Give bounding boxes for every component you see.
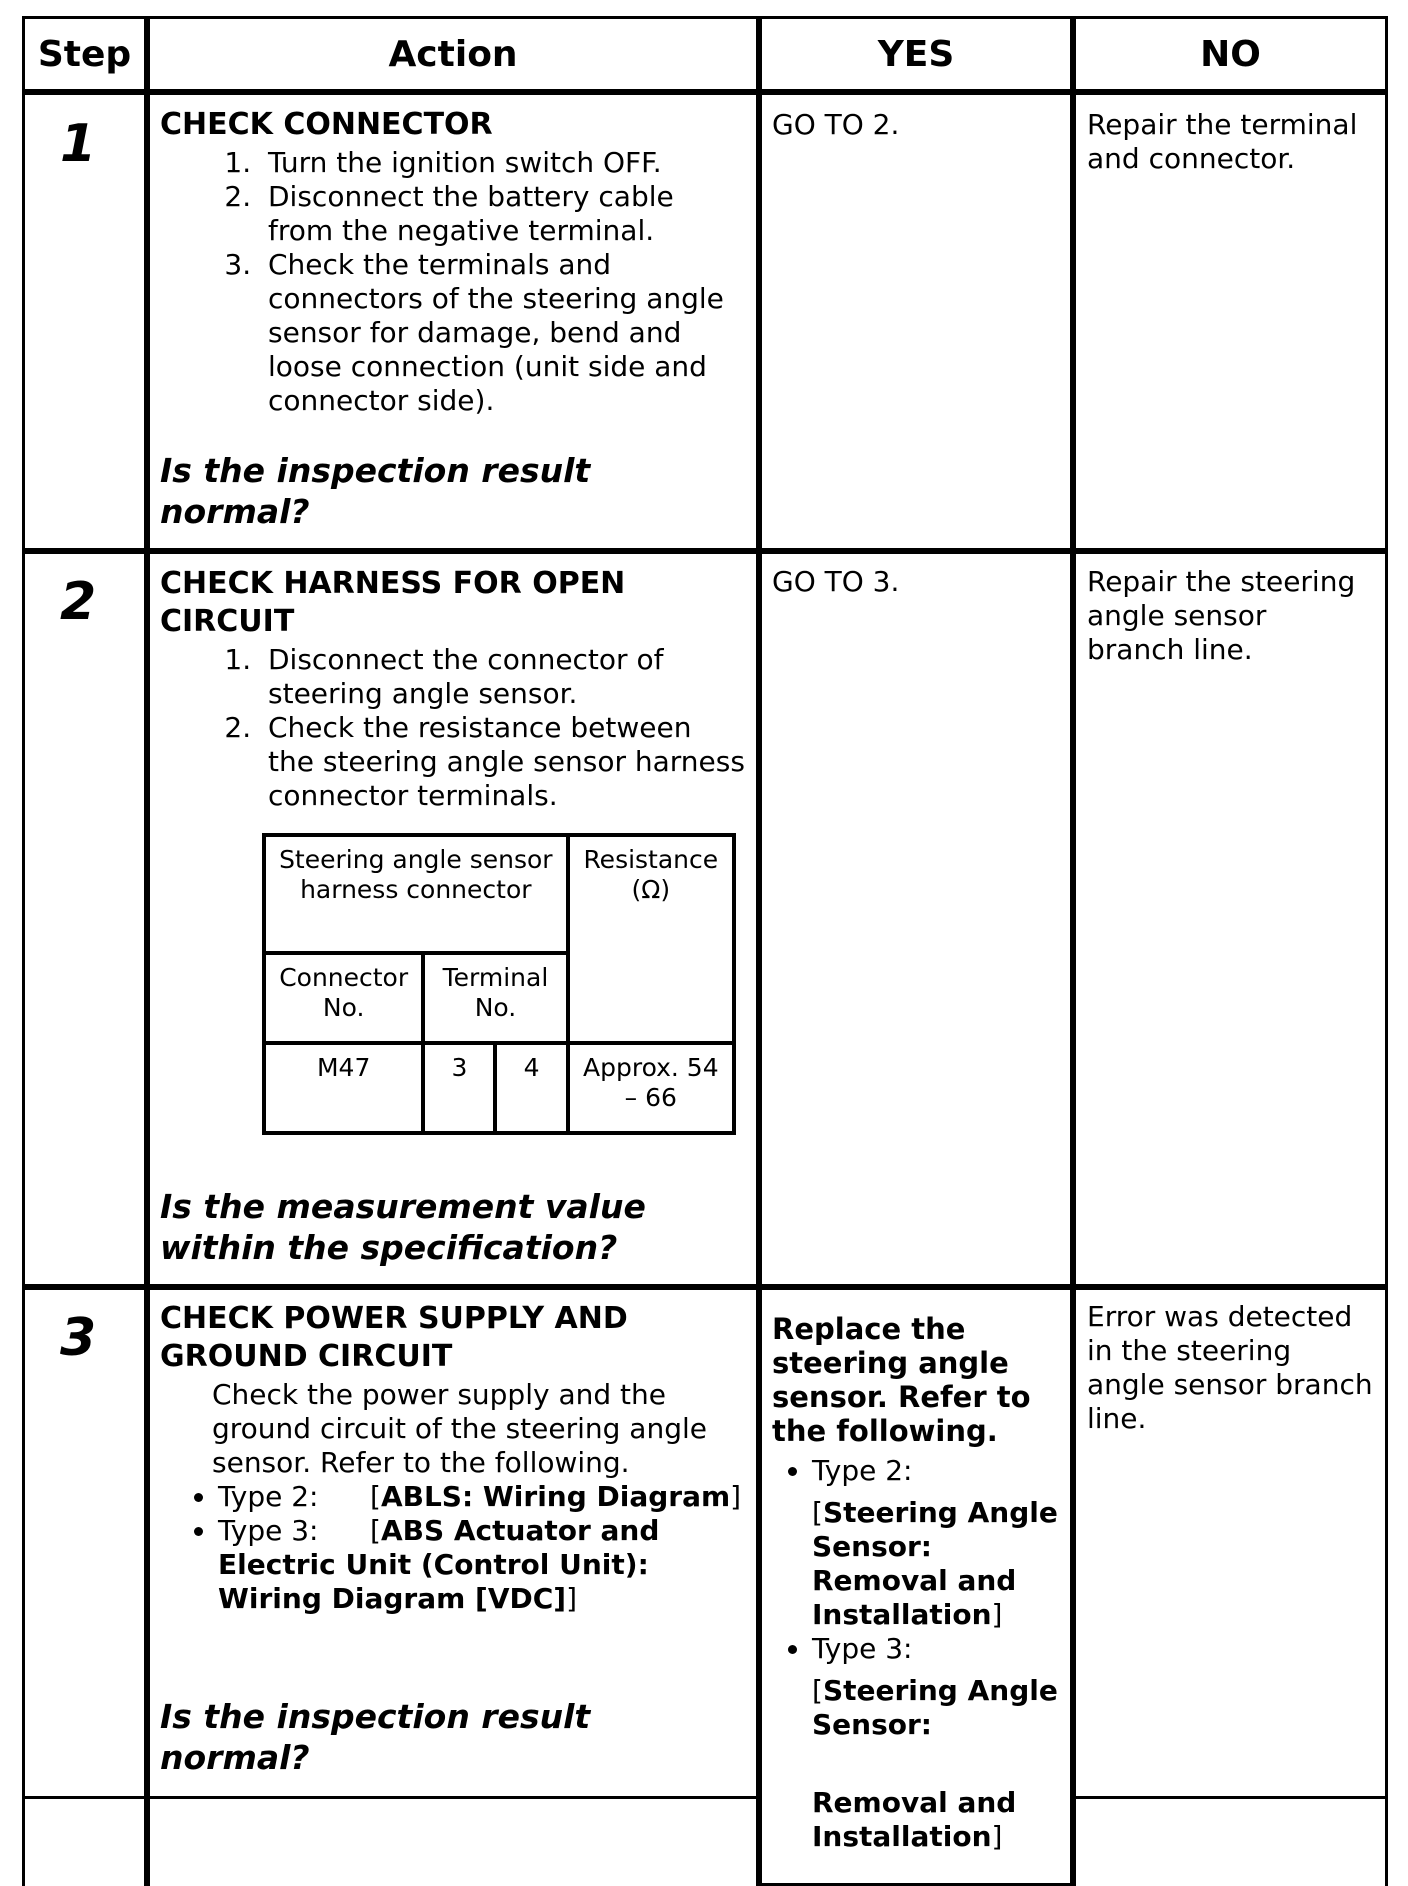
row3-title: CHECK POWER SUPPLY AND GROUND CIRCUIT	[160, 1301, 628, 1374]
header-step	[22, 16, 147, 92]
row2-title: CHECK HARNESS FOR OPEN CIRCUIT	[160, 566, 626, 639]
row3-yes-item	[812, 1632, 1062, 1854]
spec-terminal-b: 4	[495, 1043, 567, 1133]
row3-ref-type: Type 3:	[218, 1514, 319, 1547]
row3-yes-list	[772, 1454, 1062, 1854]
row3-ref-list	[160, 1480, 745, 1616]
row3-ref-item: • Type 3: [ABS Actuator and Electric Unit (Control Unit): Wiring Diagram [VDC]]	[218, 1514, 745, 1616]
row3-yes-link[interactable]: Removal and Installation	[812, 1786, 1017, 1853]
row3-ref-item: • Type 2: [ABLS: Wiring Diagram]	[218, 1480, 745, 1514]
spec-terminal-header: Terminal No.	[423, 953, 567, 1043]
row4-action-cell	[147, 1796, 759, 1886]
row3-question: Is the inspection result normal?	[160, 1697, 591, 1777]
row2-no: Repair the steering angle sensor branch line.	[1087, 565, 1356, 666]
row3-action	[160, 1300, 745, 1616]
row2-step-item: 1. Disconnect the connector of steering angle sensor.	[260, 643, 745, 711]
row1-action	[160, 106, 745, 418]
row4-no-cell	[1073, 1796, 1388, 1886]
row2-yes: GO TO 3.	[772, 565, 900, 598]
row2-step-number: 2	[60, 572, 97, 632]
header-yes	[759, 16, 1073, 92]
row2-yes-cell	[759, 551, 1073, 1287]
row3-yes	[772, 1312, 1062, 1854]
row3-yes-link[interactable]: Steering Angle Sensor:	[812, 1674, 1058, 1741]
row1-steps	[160, 146, 745, 418]
row3-yes-type: • Type 2:	[812, 1454, 913, 1487]
row3-yes-item	[812, 1454, 1062, 1632]
spec-connector-header: Connector No.	[264, 953, 423, 1043]
resistance-spec-table	[262, 833, 736, 1135]
row2-step-item: 2. Check the resistance between the steering angle sensor harness connector terminals.	[260, 711, 745, 813]
header-no-label: NO	[1200, 33, 1261, 75]
row4-step-cell	[22, 1796, 147, 1886]
spec-resistance-header: Resistance (Ω)	[568, 835, 734, 1043]
row3-yes-type: • Type 3:	[812, 1632, 913, 1665]
row1-no: Repair the terminal and connector.	[1087, 108, 1358, 175]
row3-ref-link[interactable]: ABS Actuator and Electric Unit (Control Unit): Wiring Diagram [VDC]	[218, 1514, 660, 1615]
row1-title: CHECK CONNECTOR	[160, 107, 493, 142]
header-action-label: Action	[388, 33, 518, 75]
row1-step-number: 1	[60, 114, 97, 174]
spec-resistance-value: Approx. 54 – 66	[568, 1043, 734, 1133]
header-no	[1073, 16, 1388, 92]
row2-action	[160, 565, 745, 813]
row3-ref-type: Type 2:	[218, 1480, 319, 1513]
row1-yes: GO TO 2.	[772, 108, 900, 141]
spec-connector-value: M47	[264, 1043, 423, 1133]
row3-no: Error was detected in the steering angle sensor branch line.	[1087, 1300, 1373, 1435]
spec-group-header: Steering angle sensor harness connector	[264, 835, 568, 953]
row2-question: Is the measurement value within the specification?	[160, 1187, 646, 1267]
row3-yes-heading: Replace the steering angle sensor. Refer to the following.	[772, 1312, 1031, 1448]
header-yes-label: YES	[877, 33, 955, 75]
row3-yes-ref: [Steering Angle Sensor:	[812, 1674, 1058, 1741]
row2-step-cell	[22, 551, 147, 1287]
row3-step-number: 3	[60, 1308, 97, 1368]
row3-yes-ref: [Steering Angle Sensor: Removal and Installation]	[812, 1496, 1058, 1631]
row1-step-item: 1. Turn the ignition switch OFF.	[260, 146, 745, 180]
row3-yes-ref-continued: Removal and Installation]	[812, 1786, 1017, 1853]
row3-yes-link[interactable]: Steering Angle Sensor: Removal and Installation	[812, 1496, 1058, 1631]
row1-yes-cell	[759, 92, 1073, 551]
row3-ref-link[interactable]: ABLS: Wiring Diagram	[380, 1480, 731, 1513]
spec-terminal-a: 3	[423, 1043, 495, 1133]
row2-steps	[160, 643, 745, 813]
header-step-label: Step	[37, 33, 132, 75]
row1-step-item: 2. Disconnect the battery cable from the negative terminal.	[260, 180, 745, 248]
header-action	[147, 16, 759, 92]
row3-intro: Check the power supply and the ground circuit of the steering angle sensor. Refer to the following.	[212, 1378, 707, 1479]
row1-step-item: 3. Check the terminals and connectors of the steering angle sensor for damage, bend and loose connection (unit side and connector side).	[260, 248, 745, 418]
row1-question: Is the inspection result normal?	[160, 451, 591, 531]
